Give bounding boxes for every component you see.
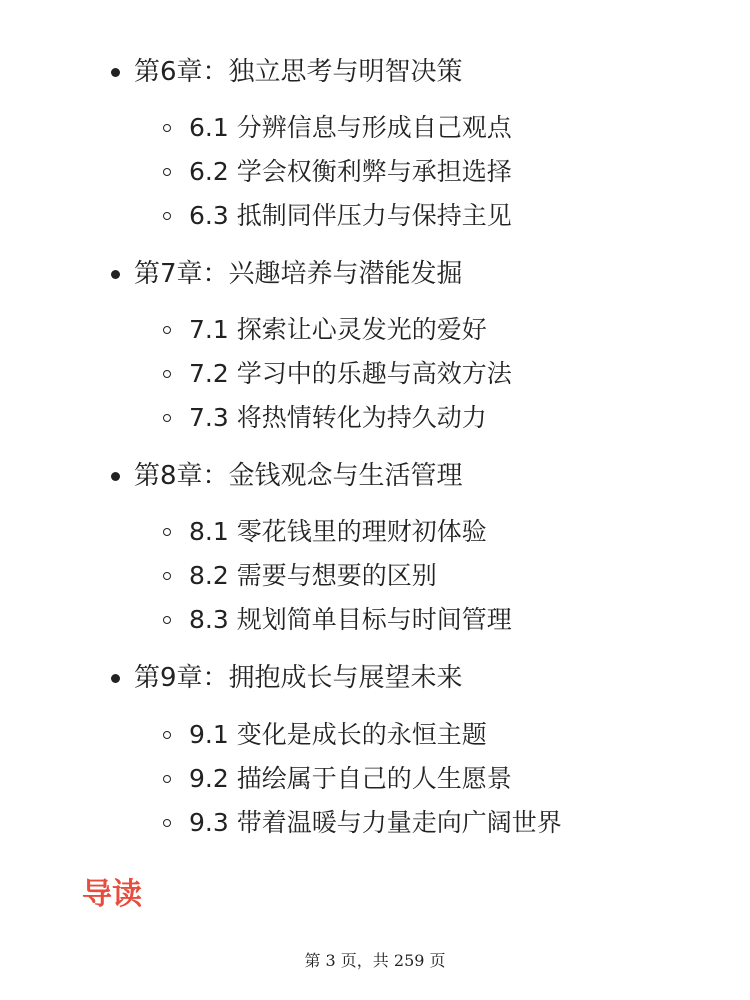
section-item: 7.1 探索让心灵发光的爱好: [189, 315, 487, 344]
page-footer: 第 3 页，共 259 页: [304, 951, 446, 970]
section-item: 6.3 抵制同伴压力与保持主见: [189, 201, 512, 230]
section-item: 7.3 将热情转化为持久动力: [189, 403, 487, 432]
section-bullet: [163, 212, 171, 220]
chapter-bullet: [111, 270, 120, 279]
section-item: 6.2 学会权衡利弊与承担选择: [189, 157, 512, 186]
chapter-title: 第6章：独立思考与明智决策: [134, 57, 463, 87]
chapter-title: 第9章：拥抱成长与展望未来: [134, 663, 463, 693]
section-bullet: [163, 572, 171, 580]
section-item: 7.2 学习中的乐趣与高效方法: [189, 359, 512, 388]
section-bullet: [163, 124, 171, 132]
section-bullet: [163, 616, 171, 624]
section-heading: 导读: [82, 877, 142, 912]
section-item: 9.1 变化是成长的永恒主题: [189, 720, 487, 749]
section-item: 9.2 描绘属于自己的人生愿景: [189, 764, 512, 793]
section-bullet: [163, 528, 171, 536]
section-bullet: [163, 775, 171, 783]
section-bullet: [163, 168, 171, 176]
section-bullet: [163, 731, 171, 739]
section-item: 8.1 零花钱里的理财初体验: [189, 517, 487, 546]
chapter-bullet: [111, 472, 120, 481]
section-item: 8.2 需要与想要的区别: [189, 561, 437, 590]
chapter-bullet: [111, 674, 120, 683]
chapter-title: 第7章：兴趣培养与潜能发掘: [134, 259, 463, 289]
chapter-bullet: [111, 68, 120, 77]
section-bullet: [163, 819, 171, 827]
chapter-title: 第8章：金钱观念与生活管理: [134, 461, 463, 491]
section-bullet: [163, 370, 171, 378]
section-bullet: [163, 326, 171, 334]
section-item: 8.3 规划简单目标与时间管理: [189, 605, 512, 634]
section-item: 9.3 带着温暖与力量走向广阔世界: [189, 808, 562, 837]
section-bullet: [163, 414, 171, 422]
section-item: 6.1 分辨信息与形成自己观点: [189, 113, 512, 142]
